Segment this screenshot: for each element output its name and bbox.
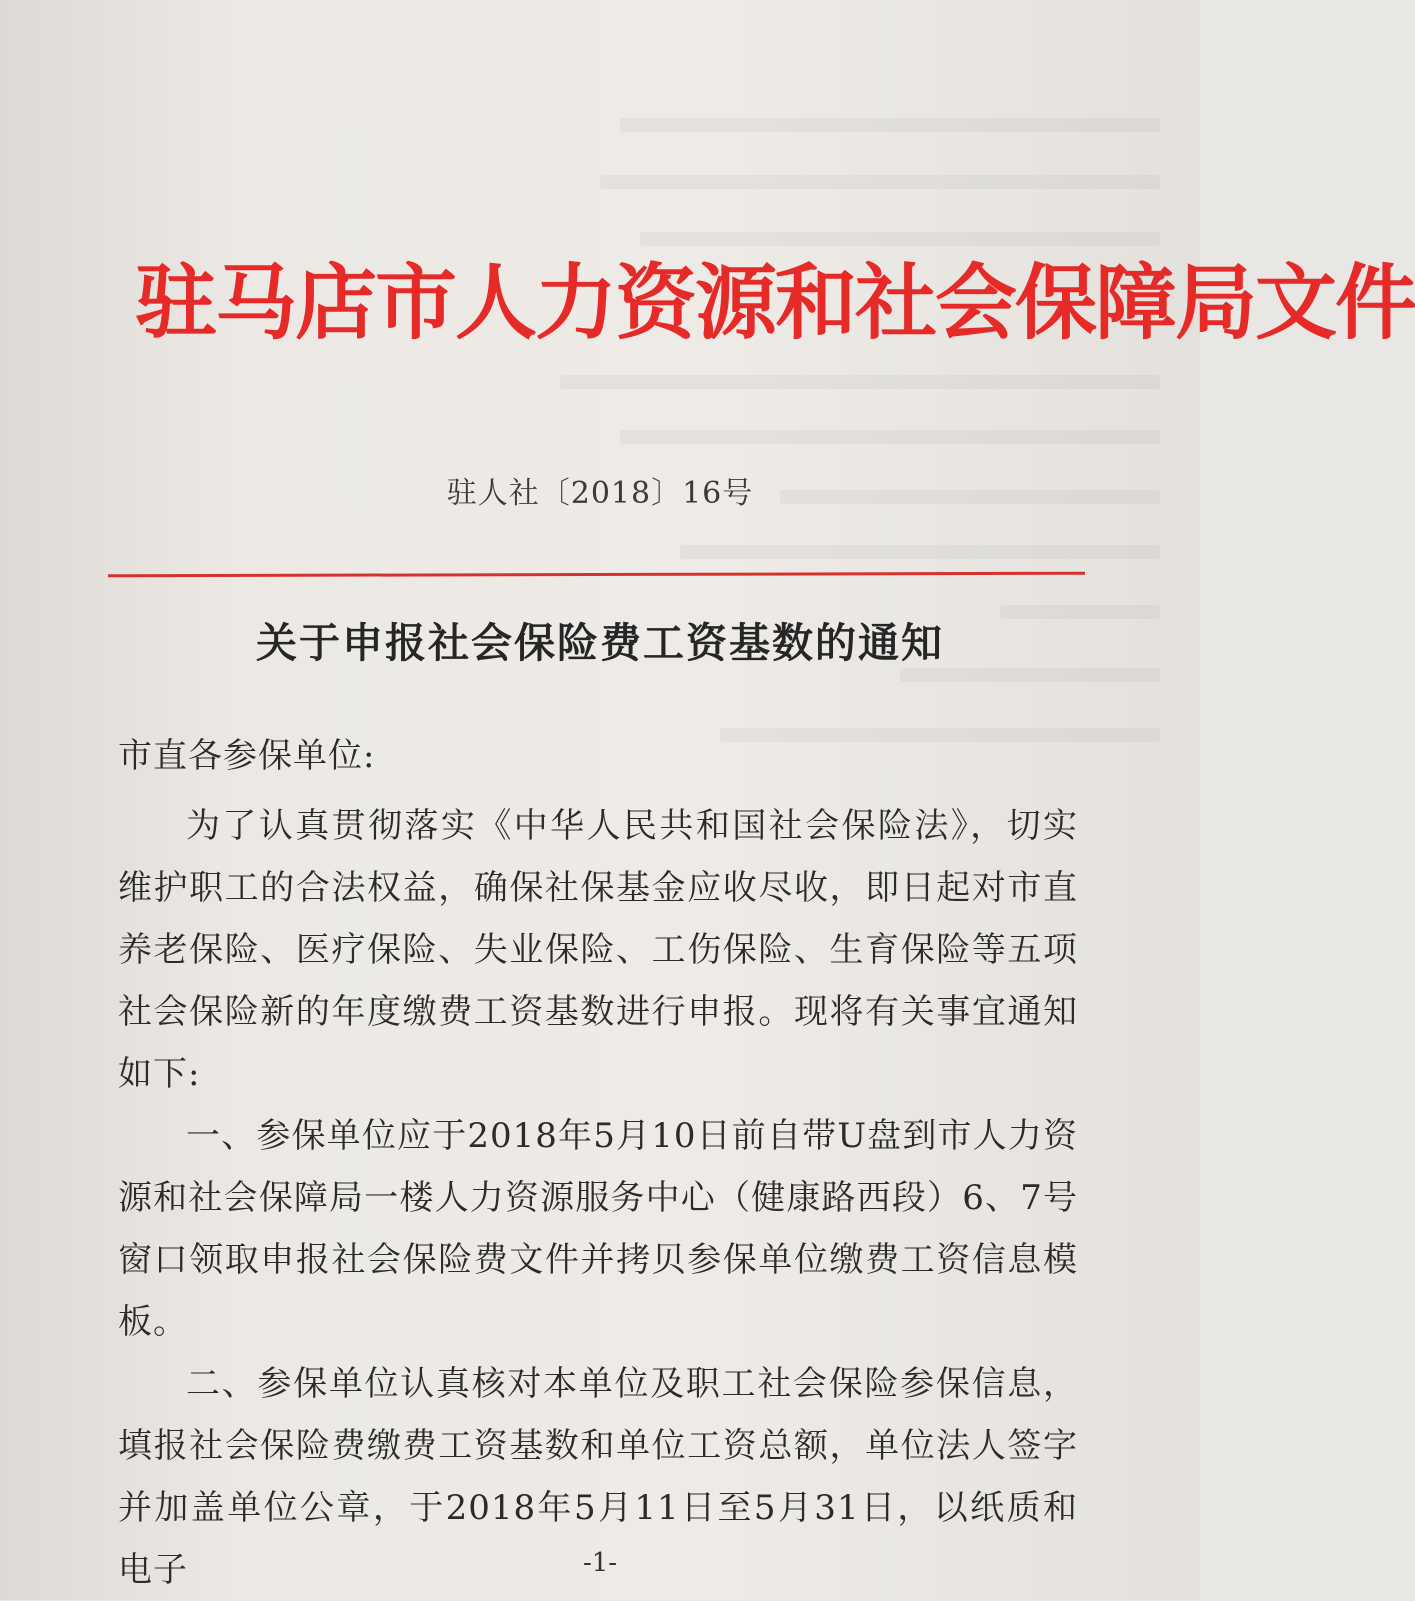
document-number: 驻人社〔2018〕16号	[446, 476, 754, 511]
salutation: 市直各参保单位:	[118, 736, 376, 776]
page-number: -1-	[582, 1548, 618, 1578]
body-paragraph: 二、参保单位认真核对本单位及职工社会保险参保信息，填报社会保险费缴费工资基数和单位工资总额，单位法人签字并加盖单位公章，于2018年5月11日至5月31日，以纸质和电子	[118, 1364, 1078, 1590]
body-paragraph: 为了认真贯彻落实《中华人民共和国社会保险法》，切实维护职工的合法权益，确保社保基金应收尽收，即日起对市直养老保险、医疗保险、失业保险、工伤保险、生育保险等五项社会保险新的年度缴费工资基数进行申报。现将有关事宜通知如下:	[118, 806, 1078, 1094]
red-divider-rule	[108, 572, 1085, 578]
agency-header-title: 驻马店市人力资源和社会保障局文件	[135, 256, 1415, 351]
notice-title: 关于申报社会保险费工资基数的通知	[256, 619, 944, 667]
body-paragraph: 一、参保单位应于2018年5月10日前自带U盘到市人力资源和社会保障局一楼人力资源服务中心（健康路西段）6、7号窗口领取申报社会保险费文件并拷贝参保单位缴费工资信息模板。	[118, 1116, 1078, 1342]
notice-body	[118, 725, 1078, 1601]
